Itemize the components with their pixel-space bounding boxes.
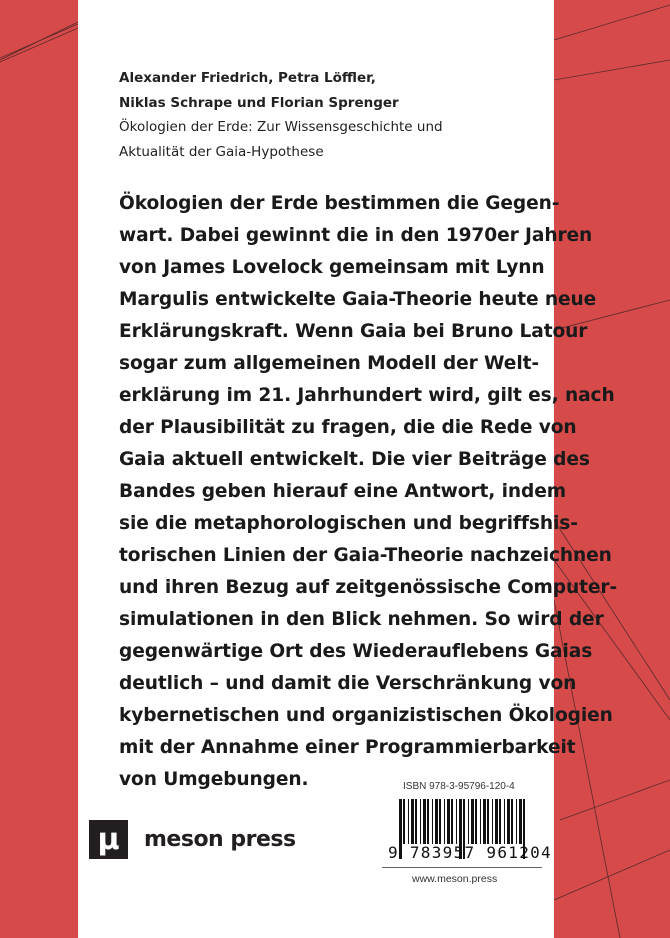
blurb-line: sogar zum allgemeinen Modell der Welt-	[119, 353, 539, 374]
barcode-bar	[511, 799, 513, 844]
barcode-bar	[487, 799, 489, 844]
barcode-bar	[519, 799, 522, 844]
barcode-bar	[480, 799, 481, 844]
barcode-bar	[451, 799, 453, 844]
barcode-bar	[411, 799, 414, 844]
barcode-bar	[439, 799, 441, 844]
divider	[382, 867, 542, 868]
isbn-label: ISBN 978-3-95796-120-4	[403, 781, 515, 792]
barcode-bar	[415, 799, 417, 844]
blurb-text	[119, 188, 618, 796]
blurb-line: torischen Linien der Gaia-Theorie nachzeichnen	[119, 545, 612, 566]
barcode-bar	[468, 799, 469, 844]
header	[119, 66, 443, 165]
barcode-bar	[403, 799, 405, 844]
blurb-line: Bandes geben hierauf eine Antwort, indem	[119, 481, 566, 502]
barcode-digits: 9 783957 961204	[388, 843, 552, 862]
barcode-bar	[420, 799, 421, 844]
barcode-bar	[504, 799, 505, 844]
barcode-bar	[495, 799, 498, 844]
authors-line-1: Alexander Friedrich, Petra Löffler,	[119, 70, 376, 86]
blurb-line: erklärung im 21. Jahrhundert wird, gilt es, nach	[119, 385, 615, 406]
barcode-bar	[423, 799, 426, 844]
barcode-bar	[444, 799, 445, 844]
title-line-1: Ökologien der Erde: Zur Wissensgeschichte und	[119, 119, 443, 136]
barcode-bar	[507, 799, 510, 844]
barcode-bar	[435, 799, 438, 844]
blurb-line: der Plausibilität zu fragen, die die Rede von	[119, 417, 577, 438]
barcode-bar	[456, 799, 457, 844]
blurb-line: und ihren Bezug auf zeitgenössische Computer-	[119, 577, 618, 598]
publisher-logo	[89, 820, 296, 859]
barcode-bar	[492, 799, 493, 844]
barcode-bar	[471, 799, 474, 844]
blurb-line: Gaia aktuell entwickelt. Die vier Beiträge des	[119, 449, 590, 470]
blurb-line: kybernetischen und organizistischen Ökologien	[119, 705, 613, 726]
blurb-line: von James Lovelock gemeinsam mit Lynn	[119, 257, 545, 278]
mu-logo-icon: μ	[89, 820, 128, 859]
blurb-line: mit der Annahme einer Programmierbarkeit	[119, 737, 576, 758]
blurb-line: Margulis entwickelte Gaia-Theorie heute neue	[119, 289, 597, 310]
barcode-bar	[408, 799, 409, 844]
barcode-bar	[516, 799, 517, 844]
blurb-line: gegenwärtige Ort des Wiederauflebens Gaias	[119, 641, 593, 662]
barcode-bar	[483, 799, 486, 844]
barcode-bar	[427, 799, 429, 844]
barcode-bar	[475, 799, 477, 844]
barcode-bar	[447, 799, 450, 844]
barcode-bar	[432, 799, 433, 844]
blurb-line: sie die metaphorologischen und begriffshis-	[119, 513, 578, 534]
publisher-name: meson press	[144, 827, 296, 852]
authors-line-2: Niklas Schrape und Florian Sprenger	[119, 94, 399, 111]
blurb-line: Ökologien der Erde bestimmen die Gegen-	[119, 193, 560, 214]
title-line-2: Aktualität der Gaia-Hypothese	[119, 144, 324, 161]
blurb-line: simulationen in den Blick nehmen. So wird der	[119, 609, 604, 630]
blurb-line: wart. Dabei gewinnt die in den 1970er Jahren	[119, 225, 593, 246]
back-cover-panel	[78, 0, 618, 938]
blurb-line: deutlich – und damit die Verschränkung von	[119, 673, 577, 694]
barcode-bar	[499, 799, 501, 844]
blurb-line: Erklärungskraft. Wenn Gaia bei Bruno Latour	[119, 321, 588, 342]
publisher-url: www.meson.press	[412, 873, 498, 885]
blurb-line: von Umgebungen.	[119, 769, 309, 790]
